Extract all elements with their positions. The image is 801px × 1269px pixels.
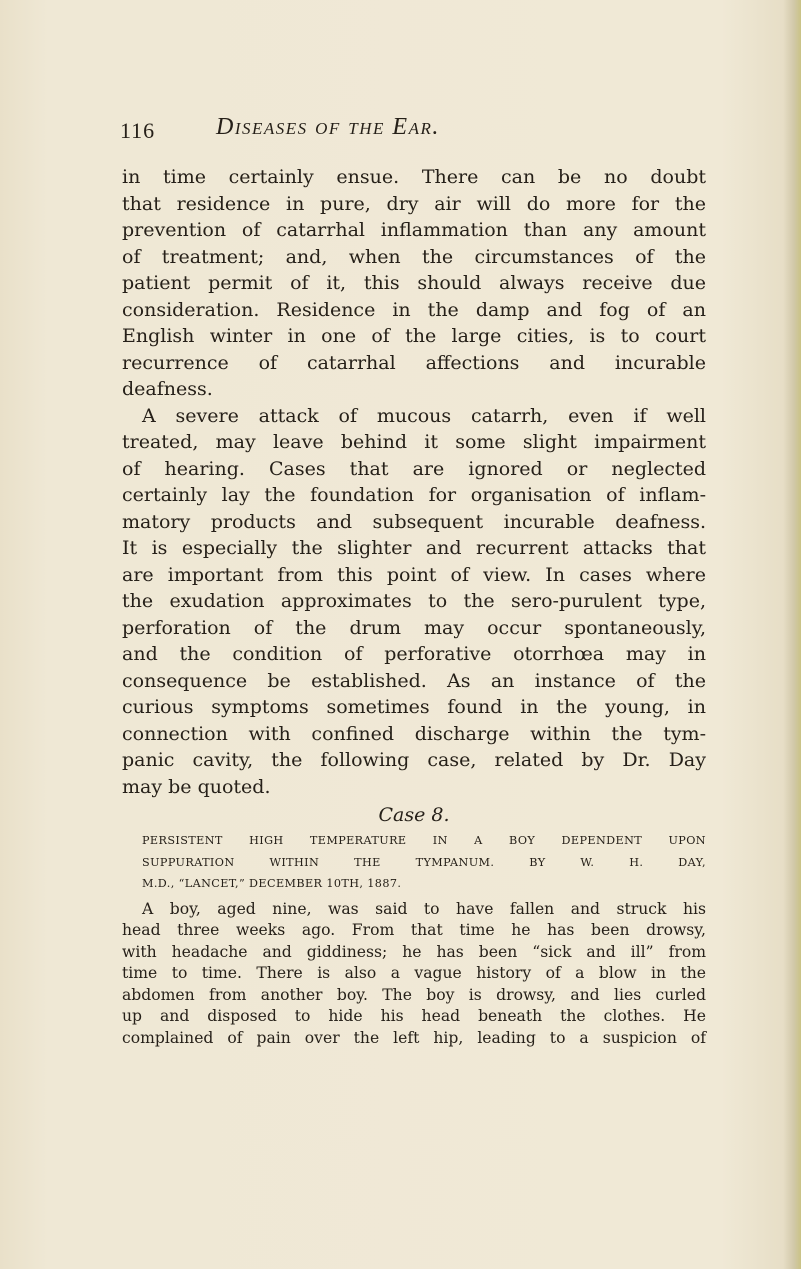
- running-title: Diseases of the Ear.: [216, 114, 440, 140]
- case-report-line: A boy, aged nine, was said to have fallen and struck his: [142, 899, 706, 918]
- text-line: consequence be established. As an instance of the: [122, 669, 706, 692]
- text-line: that residence in pure, dry air will do more for the: [122, 192, 706, 215]
- text-line: and the condition of perforative otorrhœa may in: [122, 643, 706, 665]
- case-report-line: complained of pain over the left hip, leading to a suspicion of: [122, 1028, 706, 1047]
- case-heading: Case 8.: [378, 804, 450, 826]
- case-report-line: up and disposed to hide his head beneath the clothes. He: [122, 1007, 706, 1025]
- text-line: may be quoted.: [122, 775, 271, 798]
- page-number: 116: [120, 118, 156, 143]
- text-line: panic cavity, the following case, related by Dr. Day: [122, 749, 706, 771]
- case-report-line: with headache and giddiness; he has been “sick and ill” from: [122, 942, 706, 961]
- text-line: prevention of catarrhal inflammation than any amount: [122, 219, 706, 241]
- body-text: [122, 164, 706, 1049]
- page-edge: [783, 0, 801, 1269]
- page-header: [120, 114, 680, 158]
- case-caption-line: M.D., “LANCET,” DECEMBER 10TH, 1887.: [142, 877, 402, 890]
- text-line: recurrence of catarrhal affections and incurable: [122, 351, 706, 374]
- text-line: the exudation approximates to the sero-purulent type,: [122, 590, 706, 612]
- case-report-line: abdomen from another boy. The boy is drowsy, and lies curled: [122, 985, 706, 1004]
- case-caption-line: SUPPURATION WITHIN THE TYMPANUM. BY W. H. DAY,: [142, 855, 706, 869]
- text-line: of hearing. Cases that are ignored or neglected: [122, 457, 706, 480]
- case-caption-line: PERSISTENT HIGH TEMPERATURE IN A BOY DEPENDENT UPON: [142, 834, 706, 847]
- text-line: connection with confined discharge within the tym-: [122, 722, 706, 745]
- text-line: A severe attack of mucous catarrh, even if well: [142, 404, 706, 427]
- text-line: treated, may leave behind it some slight impairment: [122, 431, 706, 453]
- case-report-line: time to time. There is also a vague history of a blow in the: [122, 964, 706, 982]
- text-line: patient permit of it, this should always receive due: [122, 272, 706, 294]
- text-line: consideration. Residence in the damp and fog of an: [122, 298, 706, 321]
- text-line: of treatment; and, when the circumstances of the: [122, 245, 706, 268]
- text-line: English winter in one of the large cities, is to court: [122, 325, 706, 347]
- text-line: certainly lay the foundation for organisation of inflam-: [122, 484, 706, 506]
- case-report-line: head three weeks ago. From that time he has been drowsy,: [122, 921, 706, 939]
- text-line: It is especially the slighter and recurrent attacks that: [122, 537, 706, 559]
- text-line: curious symptoms sometimes found in the young, in: [122, 696, 706, 718]
- text-line: are important from this point of view. In cases where: [122, 563, 706, 586]
- text-line: deafness.: [122, 378, 213, 400]
- text-line: matory products and subsequent incurable deafness.: [122, 510, 706, 533]
- text-line: in time certainly ensue. There can be no doubt: [122, 166, 706, 188]
- text-line: perforation of the drum may occur spontaneously,: [122, 616, 706, 639]
